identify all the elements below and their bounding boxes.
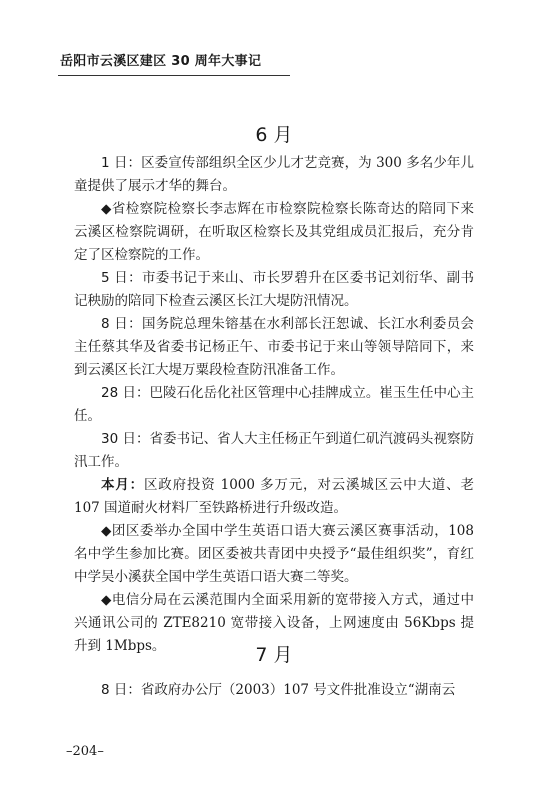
entry-paragraph: [74, 152, 474, 198]
entry-text: 省检察院检察长李志辉在市检察院检察长陈奇达的陪同下来云溪区检察院调研，在听取区检察长及其党组成员汇报后，充分肯定了区检察院的工作。: [74, 201, 475, 263]
bullet-diamond-icon: ◆: [101, 523, 112, 539]
entry-text: 电信分局在云溪范围内全面采用新的宽带接入方式，通过中兴通讯公司的 ZTE8210 宽带接入设备，上网速度由 56Kbps 提升到 1Mbps。: [74, 592, 475, 654]
entry-text: 巴陵石化岳化社区管理中心挂牌成立。崔玉生任中心主任。: [74, 385, 474, 424]
entry-date: 1 日：: [101, 155, 142, 171]
entry-date: 8 日：: [101, 682, 141, 698]
entry-paragraph: [74, 198, 474, 267]
entry-text: 区政府投资 1000 多万元，对云溪城区云中大道、老 107 国道耐火材料厂至铁路桥进行升级改造。: [74, 477, 474, 516]
entry-text: 国务院总理朱镕基在水利部长汪恕诚、长江水利委员会主任蔡其华及省委书记杨正午、市委书记于来山等领导陪同下，来到云溪区长江大堤万粟段检查防汛准备工作。: [74, 316, 474, 378]
entry-paragraph: [74, 382, 474, 428]
bullet-diamond-icon: ◆: [101, 592, 112, 608]
entry-paragraph: [74, 267, 474, 313]
entry-text: 省政府办公厅（2003）107 号文件批准设立“湖南云: [140, 682, 456, 698]
entry-date: 本月：: [101, 477, 144, 493]
entry-paragraph: [74, 474, 474, 520]
entry-text: 市委书记于来山、市长罗碧升在区委书记刘衍华、副书记秧励的陪同下检查云溪区长江大堤防汛情况。: [74, 270, 474, 309]
entry-paragraph: [74, 679, 474, 702]
entry-date: 8 日：: [101, 316, 142, 332]
entry-date: 5 日：: [101, 270, 142, 286]
june-entries: [74, 152, 474, 658]
july-entries: [74, 679, 474, 702]
entry-paragraph: [74, 428, 474, 474]
entry-text: 省委书记、省人大主任杨正午到道仁矶汽渡码头视察防汛工作。: [74, 431, 474, 470]
header-rule: [58, 75, 290, 76]
month-heading-june: 6 月: [255, 124, 293, 146]
entry-text: 团区委举办全国中学生英语口语大赛云溪区赛事活动，108 名中学生参加比赛。团区委被共青团中央授予“最佳组织奖”，育红中学吴小溪获全国中学生英语口语大赛二等奖。: [74, 523, 474, 585]
entry-text: 区委宣传部组织全区少儿才艺竞赛，为 300 多名少年儿童提供了展示才华的舞台。: [74, 155, 474, 194]
bullet-diamond-icon: ◆: [101, 201, 112, 217]
entry-paragraph: [74, 520, 474, 589]
entry-paragraph: [74, 313, 474, 382]
entry-date: 28 日：: [101, 385, 150, 401]
page-number: –204–: [66, 744, 104, 759]
running-header: 岳阳市云溪区建区 30 周年大事记: [60, 54, 262, 69]
month-heading-july: 7 月: [255, 644, 293, 666]
entry-date: 30 日：: [101, 431, 150, 447]
